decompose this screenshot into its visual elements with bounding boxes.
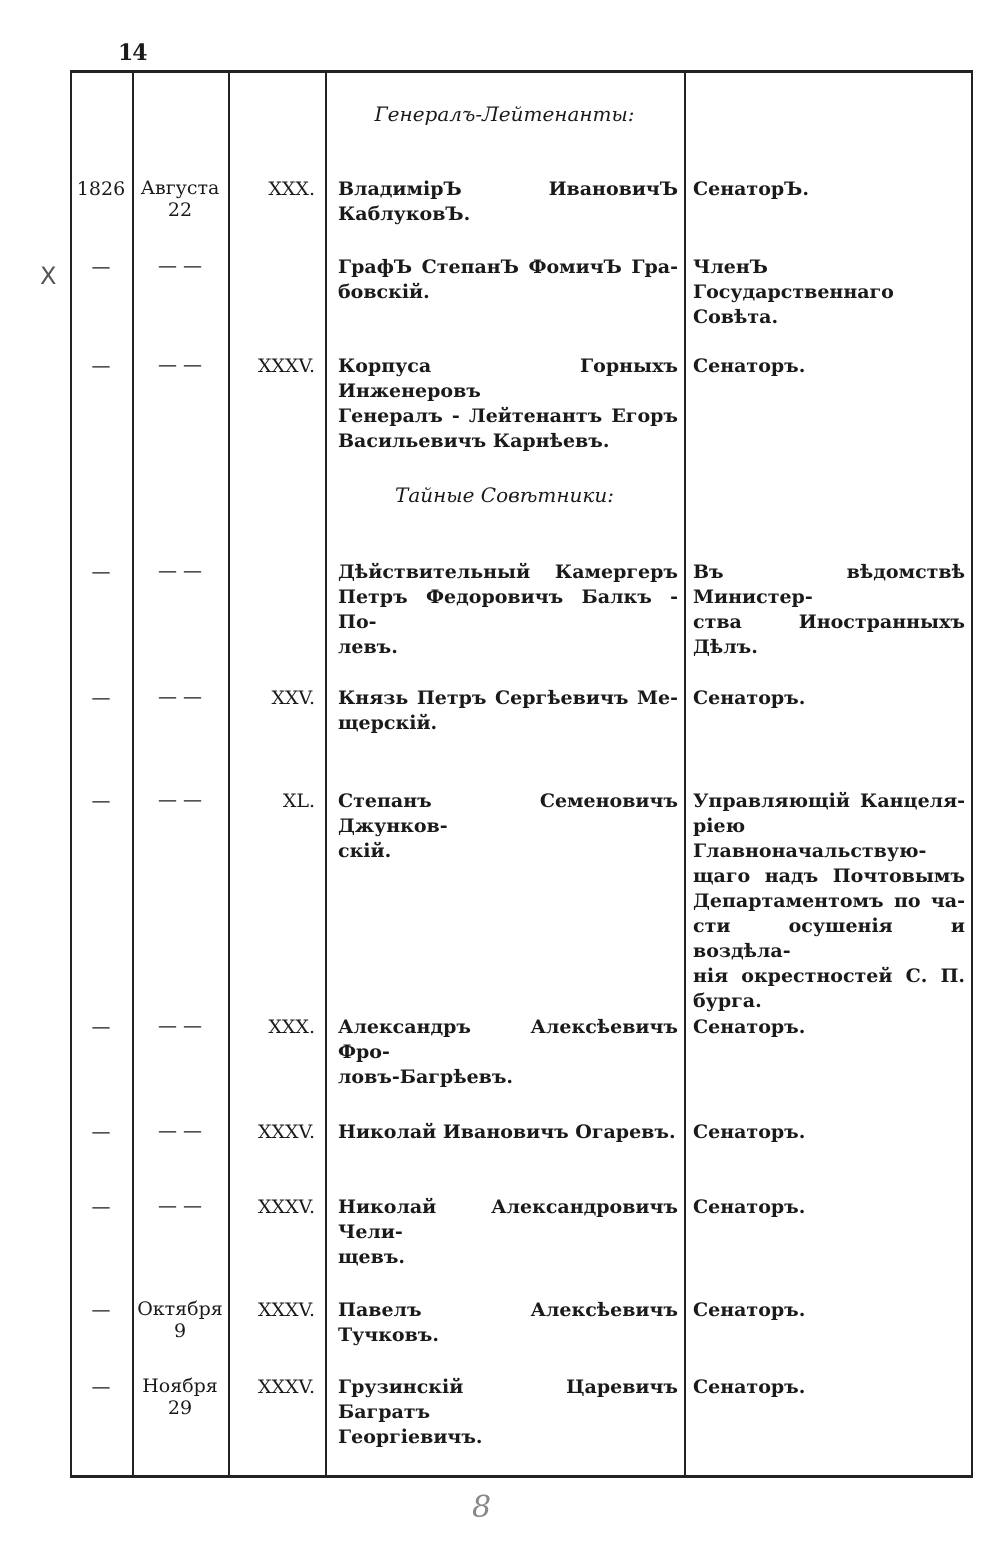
name-cell	[338, 255, 678, 305]
post-cell: Сенаторъ.	[693, 687, 806, 709]
name-line: Петръ Федоровичъ Балкъ - По-	[338, 586, 678, 633]
name-line: Генералъ - Лейтенантъ Егоръ	[338, 405, 678, 427]
name-line: левъ.	[338, 636, 398, 658]
name-line: Николай Ивановичъ Огаревъ.	[338, 1121, 676, 1143]
name-cell	[338, 1298, 678, 1348]
year-cell: —	[91, 1376, 111, 1398]
year-cell: —	[91, 1196, 111, 1218]
post-line: бурга.	[693, 990, 762, 1012]
year-cell: —	[91, 355, 111, 377]
order-cell: XXXV.	[257, 355, 315, 377]
post-line: Совѣта.	[693, 306, 779, 328]
name-cell	[338, 1015, 678, 1090]
table-row	[70, 1195, 973, 1268]
post-line: сти осушенія и воздѣла-	[693, 915, 965, 962]
table-row	[70, 560, 973, 658]
post-cell: СенаторЪ.	[693, 178, 809, 200]
name-line: Александръ Алексѣевичъ Фро-	[338, 1016, 678, 1063]
section-heading-generals: Генералъ-Лейтенанты:	[374, 102, 635, 126]
name-cell	[338, 1375, 678, 1450]
post-cell: Сенаторъ.	[693, 1016, 806, 1038]
column-divider	[228, 70, 230, 1478]
table-row	[70, 177, 973, 225]
name-line: Георгіевичъ.	[338, 1426, 483, 1448]
column-divider	[325, 70, 327, 1478]
table-row	[70, 789, 973, 1012]
year-cell: —	[91, 256, 111, 278]
name-cell	[338, 354, 678, 454]
year-cell: —	[91, 1299, 111, 1321]
name-line: ловъ-Багрѣевъ.	[338, 1066, 514, 1088]
table-row	[70, 1015, 973, 1088]
date-cell	[132, 1375, 228, 1419]
date-line: 29	[167, 1397, 193, 1419]
post-cell	[693, 560, 965, 660]
name-line: Николай Александровичъ Чели-	[338, 1196, 678, 1243]
page-number: 14	[118, 40, 147, 66]
post-line: Департаментомъ по ча-	[693, 890, 965, 912]
date-line: 22	[167, 199, 193, 221]
order-cell: XXX.	[268, 1016, 315, 1038]
order-cell: XXV.	[271, 687, 315, 709]
name-line: Павелъ Алексѣевичъ Тучковъ.	[338, 1299, 678, 1346]
post-line: щаго надъ Почтовымъ	[693, 865, 965, 887]
column-divider	[684, 70, 686, 1478]
name-line: Грузинскій Царевичъ Багратъ	[338, 1376, 678, 1423]
order-cell: XXXV.	[257, 1299, 315, 1321]
date-line: 9	[173, 1320, 187, 1342]
table-row	[70, 255, 973, 328]
date-cell: — —	[157, 789, 203, 811]
name-line: Дѣйствительный Камергеръ	[338, 561, 678, 583]
date-cell: — —	[157, 560, 203, 582]
post-cell	[693, 255, 965, 330]
name-line: Степанъ Семеновичъ Джунков-	[338, 790, 678, 837]
name-line: Корпуса Горныхъ Инженеровъ	[338, 355, 678, 402]
year-cell: —	[91, 1121, 111, 1143]
order-cell: XXXV.	[257, 1376, 315, 1398]
date-line: Ноября	[142, 1375, 218, 1397]
section-heading-privy-councillors: Тайные Совѣтники:	[394, 483, 614, 507]
date-cell: — —	[157, 255, 203, 277]
date-line: Октября	[137, 1298, 223, 1320]
name-line: бовскій.	[338, 281, 430, 303]
table-row	[70, 1120, 973, 1143]
name-cell	[338, 1195, 678, 1270]
year-cell: —	[91, 790, 111, 812]
date-cell: — —	[157, 354, 203, 376]
name-line: ВладимірЪ ИвановичЪ КаблуковЪ.	[338, 178, 678, 225]
year-cell: —	[91, 1016, 111, 1038]
post-line: ства Иностранныхъ Дѣлъ.	[693, 611, 965, 658]
margin-note-bottom: 8	[472, 1490, 492, 1525]
name-line: ГрафЪ СтепанЪ ФомичЪ Гра-	[338, 256, 678, 278]
date-cell: — —	[157, 1120, 203, 1142]
post-cell: Сенаторъ.	[693, 1121, 806, 1143]
table-row	[70, 686, 973, 734]
name-line: Васильевичъ Карнѣевъ.	[338, 430, 610, 452]
table-row	[70, 1298, 973, 1346]
name-cell	[338, 686, 678, 736]
name-cell	[338, 1120, 678, 1145]
table-row	[70, 1375, 973, 1448]
column-divider	[132, 70, 134, 1478]
post-cell: Сенаторъ.	[693, 1196, 806, 1218]
post-cell	[693, 789, 965, 1014]
post-line: ріею Главноначальствую-	[693, 815, 927, 862]
name-line: Князь Петръ Сергѣевичъ Ме-	[338, 687, 678, 709]
post-line: нія окрестностей С. П.	[693, 965, 965, 987]
margin-note-x: X	[40, 262, 57, 290]
name-cell	[338, 560, 678, 660]
date-cell	[132, 1298, 228, 1342]
date-cell	[132, 177, 228, 221]
date-cell: — —	[157, 1015, 203, 1037]
post-line: Управляющій Канцеля-	[693, 790, 965, 812]
order-cell: XXX.	[268, 178, 315, 200]
post-line: ЧленЪ Государственнаго	[693, 256, 894, 303]
year-cell: 1826	[76, 178, 126, 200]
order-cell: XXXV.	[257, 1121, 315, 1143]
name-line: щерскій.	[338, 712, 438, 734]
name-line: скій.	[338, 840, 392, 862]
post-cell: Сенаторъ.	[693, 355, 806, 377]
date-cell: — —	[157, 686, 203, 708]
order-cell: XXXV.	[257, 1196, 315, 1218]
post-cell: Сенаторъ.	[693, 1299, 806, 1321]
date-line: Августа	[140, 177, 220, 199]
order-cell: XL.	[282, 790, 315, 812]
name-line: щевъ.	[338, 1246, 406, 1268]
post-line: Въ вѣдомствѣ Министер-	[693, 561, 965, 608]
name-cell	[338, 789, 678, 864]
table-row	[70, 354, 973, 452]
post-cell: Сенаторъ.	[693, 1376, 806, 1398]
name-cell	[338, 177, 678, 227]
year-cell: —	[91, 687, 111, 709]
year-cell: —	[91, 561, 111, 583]
date-cell: — —	[157, 1195, 203, 1217]
